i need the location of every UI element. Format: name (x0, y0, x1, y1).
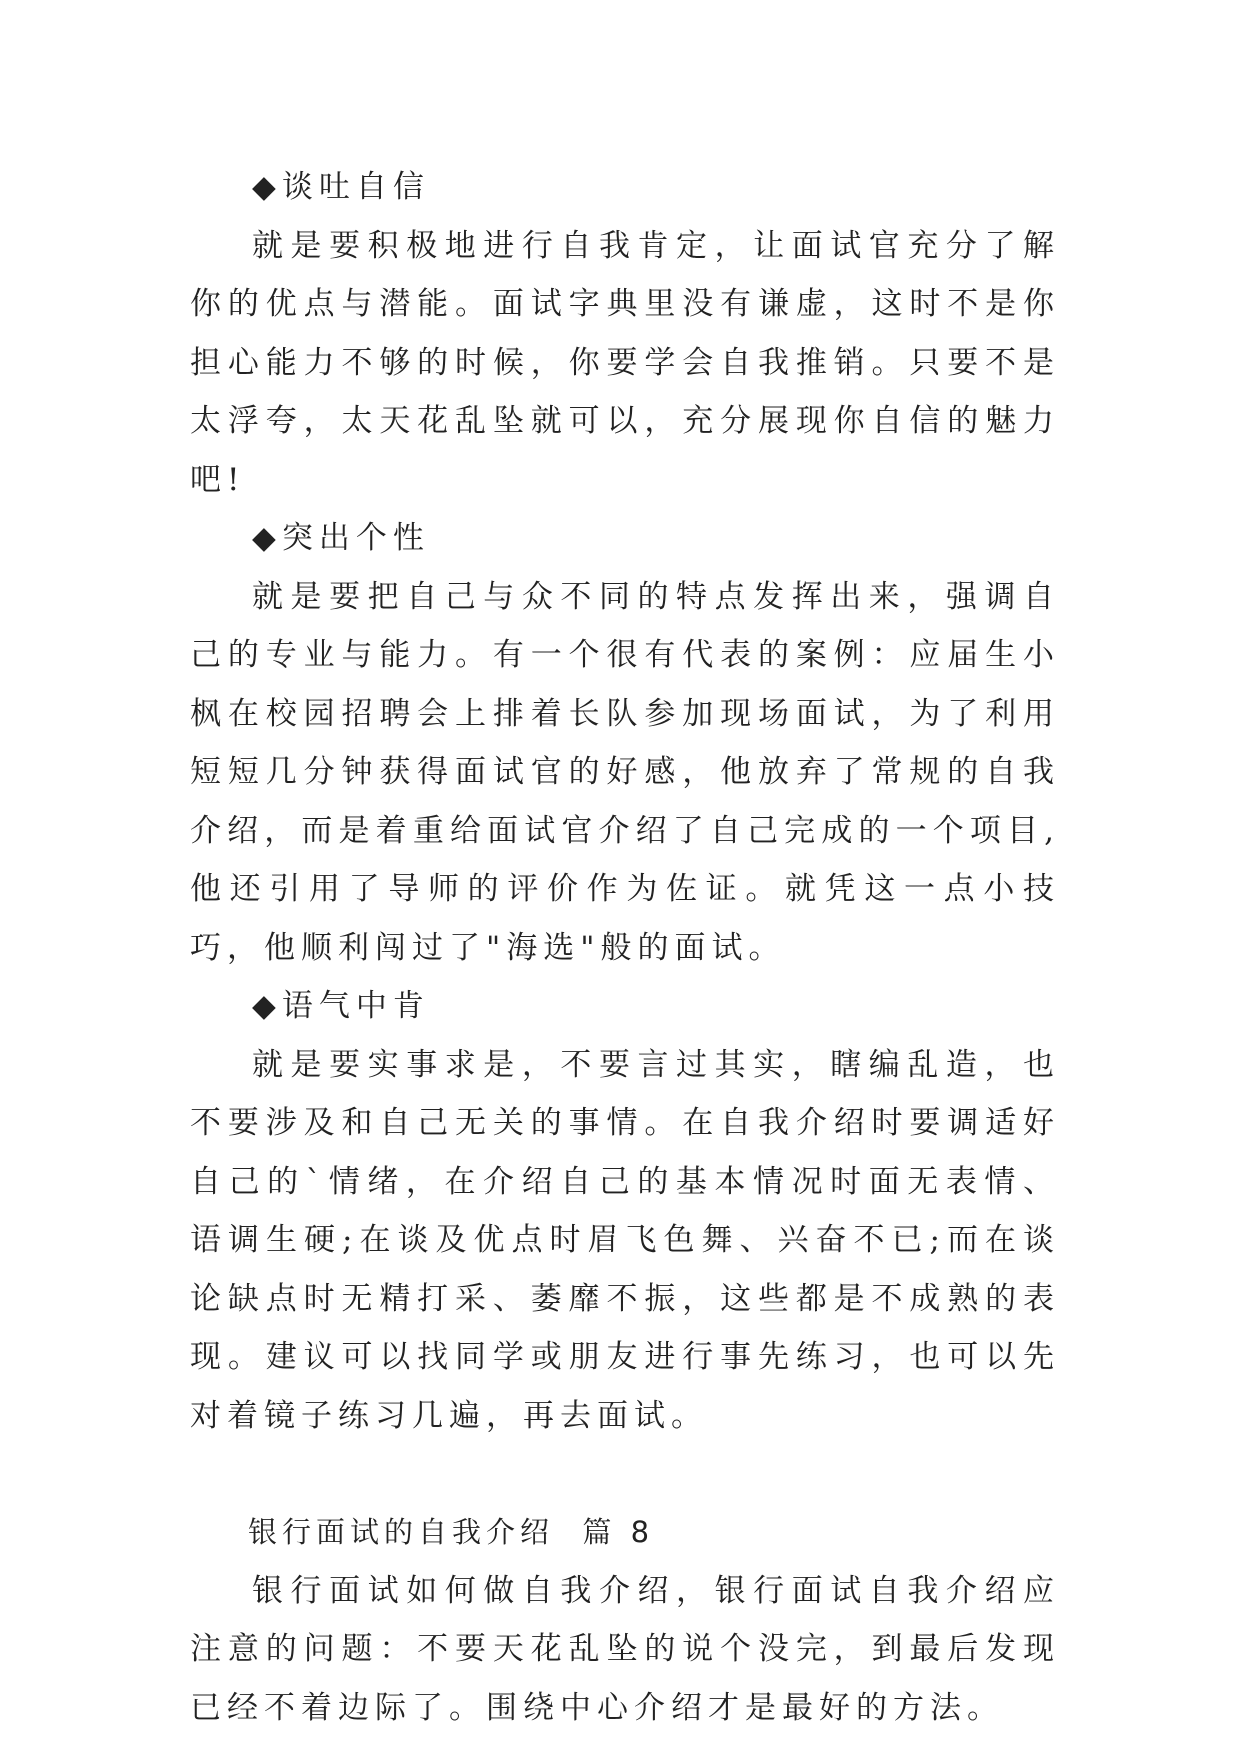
heading-highlight-personality: ◆突出个性 (252, 520, 430, 556)
section-title: 银行面试的自我介绍 篇 8 (248, 1515, 655, 1549)
heading-confident-speech: ◆谈吐自信 (252, 169, 430, 205)
paragraph-confident-speech: 就是要积极地进行自我肯定，让面试官充分了解你的优点与潜能。面试字典里没有谦虚，这时不是你担心能力不够的时候，你要学会自我推销。只要不是太浮夸，太天花乱坠就可以，充分展现你自信的魅力吧! (190, 227, 1060, 498)
paragraph-highlight-personality: 就是要把自己与众不同的特点发挥出来，强调自己的专业与能力。有一个很有代表的案例：应届生小枫在校园招聘会上排着长队参加现场面试，为了利用短短几分钟获得面试官的好感，他放弃了常规的自我介绍，而是着重给面试官介绍了自己完成的一个项目,他还引用了导师的评价作为佐证。就凭这一点小技巧，他顺利闯过了"海选"般的面试。 (190, 578, 1060, 966)
paragraph-bank-interview: 银行面试如何做自我介绍，银行面试自我介绍应注意的问题：不要天花乱坠的说个没完，到最后发现已经不着边际了。围绕中心介绍才是最好的方法。 (190, 1572, 1060, 1726)
heading-moderate-tone: ◆语气中肯 (252, 988, 430, 1024)
paragraph-moderate-tone: 就是要实事求是，不要言过其实，瞎编乱造，也不要涉及和自己无关的事情。在自我介绍时要调适好自己的`情绪，在介绍自己的基本情况时面无表情、语调生硬;在谈及优点时眉飞色舞、兴奋不已;而在谈论缺点时无精打采、萎靡不振，这些都是不成熟的表现。建议可以找同学或朋友进行事先练习，也可以先对着镜子练习几遍，再去面试。 (190, 1046, 1060, 1434)
document-body (190, 158, 1060, 1737)
